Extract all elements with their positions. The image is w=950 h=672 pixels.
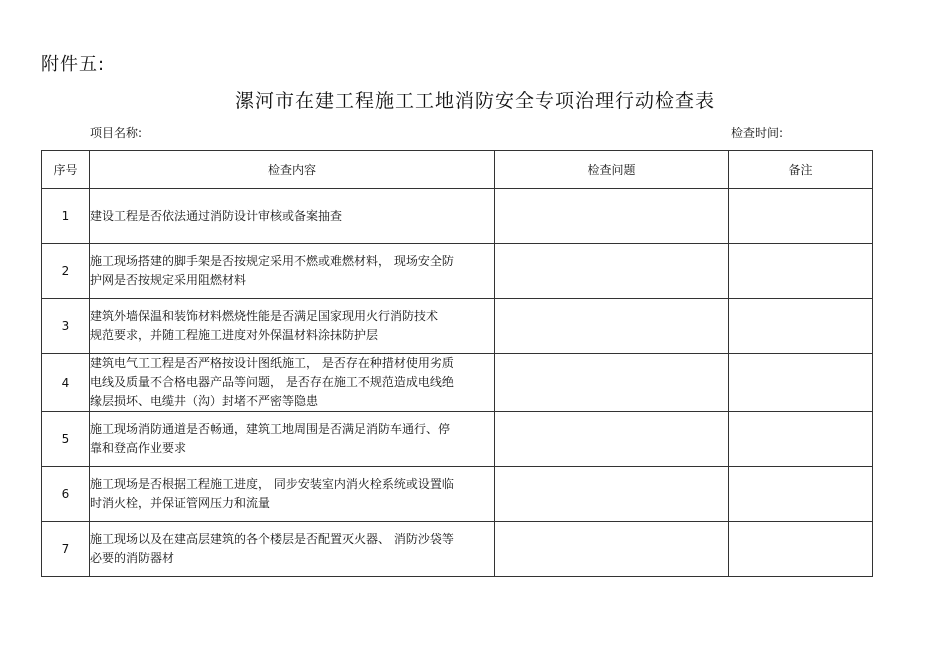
attachment-label: 附件五: xyxy=(41,54,106,75)
content-line: 建筑电气工工程是否严格按设计图纸施工， 是否存在种措材使用劣质 xyxy=(90,356,454,370)
content-line: 电线及质量不合格电器产品等问题， 是否存在施工不规范造成电线绝 xyxy=(90,375,454,389)
row-number: 3 xyxy=(42,299,90,354)
remark-cell[interactable] xyxy=(729,354,873,412)
content-line: 靠和登高作业要求 xyxy=(90,441,187,455)
content-line: 必要的消防器材 xyxy=(90,551,175,565)
row-number: 7 xyxy=(42,522,90,577)
check-content xyxy=(90,354,495,412)
table-row xyxy=(42,299,873,354)
issue-cell[interactable] xyxy=(495,299,729,354)
remark-cell[interactable] xyxy=(729,467,873,522)
issue-cell[interactable] xyxy=(495,467,729,522)
content-line: 施工现场以及在建高层建筑的各个楼层是否配置灭火器、 消防沙袋等 xyxy=(90,532,454,546)
row-number: 5 xyxy=(42,412,90,467)
issue-cell[interactable] xyxy=(495,412,729,467)
page-title: 漯河市在建工程施工工地消防安全专项治理行动检查表 xyxy=(234,90,715,112)
content-line: 时消火栓，并保证管网压力和流量 xyxy=(90,496,271,510)
remark-cell[interactable] xyxy=(729,189,873,244)
header-content: 检查内容 xyxy=(90,151,495,189)
row-number: 2 xyxy=(42,244,90,299)
remark-cell[interactable] xyxy=(729,522,873,577)
check-content xyxy=(90,299,495,354)
check-content xyxy=(90,522,495,577)
remark-cell[interactable] xyxy=(729,412,873,467)
inspection-table xyxy=(41,150,873,577)
table-row xyxy=(42,412,873,467)
table-header-row xyxy=(42,151,873,189)
row-number: 4 xyxy=(42,354,90,412)
content-line: 护网是否按规定采用阻燃材料 xyxy=(90,273,247,287)
header-remark: 备注 xyxy=(729,151,873,189)
check-content xyxy=(90,189,495,244)
content-line: 建筑外墙保温和装饰材料燃烧性能是否满足国家现用火行消防技术 xyxy=(90,309,439,323)
content-line: 规范要求，并随工程施工进度对外保温材料涂抹防护层 xyxy=(90,328,379,342)
table-row xyxy=(42,189,873,244)
content-line: 建设工程是否依法通过消防设计审核或备案抽查 xyxy=(90,208,343,223)
row-number: 1 xyxy=(42,189,90,244)
issue-cell[interactable] xyxy=(495,244,729,299)
header-issue: 检查问题 xyxy=(495,151,729,189)
row-number: 6 xyxy=(42,467,90,522)
check-time-label: 检查时间: xyxy=(731,126,784,140)
issue-cell[interactable] xyxy=(495,354,729,412)
table-row xyxy=(42,522,873,577)
check-content xyxy=(90,244,495,299)
project-name-label: 项目名称: xyxy=(90,126,143,140)
remark-cell[interactable] xyxy=(729,244,873,299)
issue-cell[interactable] xyxy=(495,522,729,577)
header-seq: 序号 xyxy=(42,151,90,189)
content-line: 缘层损坏、电缆井（沟）封堵不严密等隐患 xyxy=(90,394,319,408)
check-content xyxy=(90,467,495,522)
issue-cell[interactable] xyxy=(495,189,729,244)
table-row xyxy=(42,467,873,522)
content-line: 施工现场是否根据工程施工进度， 同步安装室内消火栓系统或设置临 xyxy=(90,477,454,491)
content-line: 施工现场搭建的脚手架是否按规定采用不燃或难燃材料， 现场安全防 xyxy=(90,254,454,268)
content-line: 施工现场消防通道是否畅通，建筑工地周围是否满足消防车通行、停 xyxy=(90,422,451,436)
table-row xyxy=(42,354,873,412)
remark-cell[interactable] xyxy=(729,299,873,354)
check-content xyxy=(90,412,495,467)
table-row xyxy=(42,244,873,299)
